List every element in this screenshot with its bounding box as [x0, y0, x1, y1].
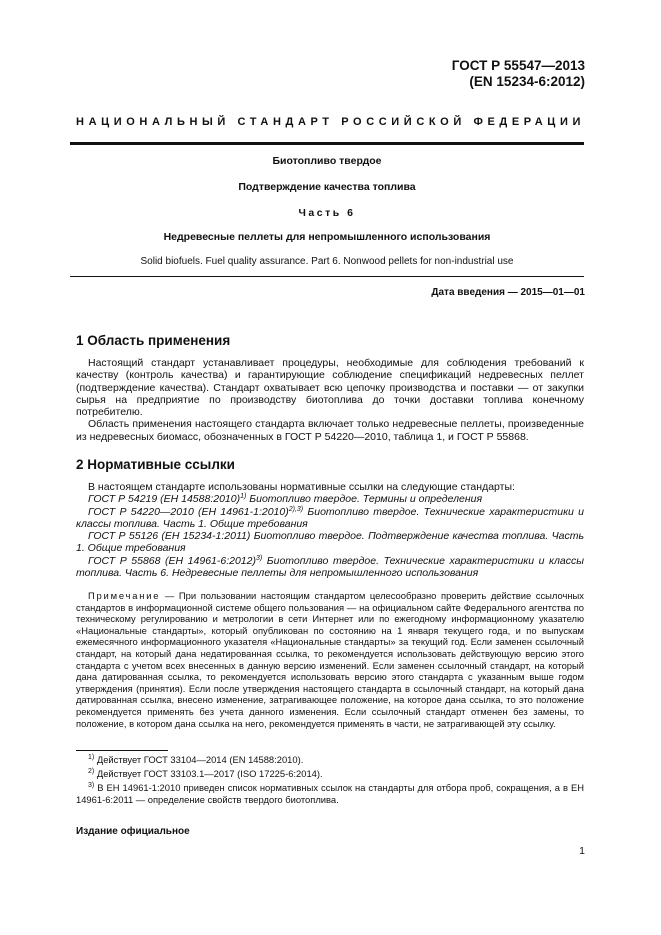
footnote-item: $^{2)}$ Действует ГОСТ 33103.1—2017 (ISO 17225-6:2014). — [88, 768, 323, 779]
title-line-2: Подтверждение качества топлива — [238, 181, 416, 193]
divider-thick — [70, 142, 584, 145]
page-number: 1 — [579, 845, 585, 857]
note-label: Примечание — [88, 590, 161, 601]
footnote-item: $^{1)}$ Действует ГОСТ 33104—2014 (EN 14588:2010). — [88, 754, 304, 765]
title-line-3: Недревесные пеллеты для непромышленного использования — [163, 231, 491, 243]
references-intro: В настоящем стандарте использованы нормативные ссылки на следующие стандарты: — [88, 481, 515, 493]
references-note — [76, 590, 584, 729]
section-1-body — [76, 357, 584, 443]
section-1-paragraph-2: Область применения настоящего стандарта включает только недревесные пеллеты, произведенные из недревесных биомасс, обозначенных в ГОСТ Р 54220—2010, таблица 1, и ГОСТ Р 55868. — [76, 418, 584, 443]
standard-number-block — [452, 58, 585, 90]
section-2-heading: 2 Нормативные ссылки — [76, 457, 235, 472]
standard-equivalent: (EN 15234-6:2012) — [469, 74, 585, 89]
reference-item: ГОСТ Р 54219 (ЕН 14588:2010)$^{1)}$ Биотопливо твердое. Термины и определения — [88, 493, 483, 506]
footnote-item: $^{3)}$ В ЕН 14961-1:2010 приведен список нормативных ссылок на стандарты для отбора проб, сокращения, а в ЕН 14961-6:2011 — определение свойств твердого биотоплива. — [76, 782, 584, 805]
section-1-heading: 1 Область применения — [76, 333, 231, 348]
footnotes — [76, 754, 584, 808]
reference-item: ГОСТ Р 54220—2010 (ЕН 14961-1:2010)$^{2),3)}$ Биотопливо твердое. Технические характеристики и классы топлива. Часть 1. Общие требования — [76, 505, 584, 530]
edition-label: Издание официальное — [76, 826, 190, 837]
section-2-body — [76, 481, 584, 579]
footnote-divider — [76, 750, 168, 751]
standard-number: ГОСТ Р 55547—2013 — [451, 58, 585, 73]
title-line-1: Биотопливо твердое — [272, 155, 382, 167]
divider-thin — [70, 276, 584, 277]
national-standard-banner: НАЦИОНАЛЬНЫЙ СТАНДАРТ РОССИЙСКОЙ ФЕДЕРАЦИИ — [76, 116, 585, 128]
title-part: Часть 6 — [298, 207, 356, 219]
reference-item: ГОСТ Р 55126 (ЕН 15234-1:2011) Биотопливо твердое. Подтверждение качества топлива. Часть 1. Общие требования — [76, 530, 584, 555]
section-1-paragraph-1: Настоящий стандарт устанавливает процедуры, необходимые для соблюдения требований к качеству (контроль качества) и гарантирующие соблюдение спецификаций недревесных пеллет (подтверждение качества). Стандарт охватывает всю цепочку производства и поставки — от закупки сырья на предприятие по производству биотоплива до точки доставки топлива конечному потребителю. — [76, 357, 584, 419]
note-text: — При пользовании настоящим стандартом целесообразно проверить действие ссылочных стандартов в информационной системе общего пользования — на официальном сайте Федерального агентства по техническому регулированию и метрологии в сети Интернет или по ежегодному информационному указателю «Национальные стандарты», который опубликован по состоянию на 1 января текущего года, и по выпускам ежемесячного информационного указателя «Национальные стандарты» за текущий год. Если заменен ссылочный стандарт, на который дана недатированная ссылка, то рекомендуется использовать действующую версию этого стандарта с учетом всех внесенных в данную версию изменений. Если заменен ссылочный стандарт, на который дана датированная ссылка, то рекомендуется использовать версию этого стандарта с указанным выше годом утверждения (принятия). Если после утверждения настоящего стандарта в ссылочный стандарт, на который дана датированная ссылка, внесено изменение, затрагивающее положение, на которое дана ссылка, то это положение рекомендуется применять без учета данного изменения. Если ссылочный стандарт отменен без замены, то положение, в котором дана ссылка на него, рекомендуется применять в части, не затрагивающей эту ссылку. — [76, 590, 584, 729]
introduction-date: Дата введения — 2015—01—01 — [431, 287, 585, 298]
reference-item: ГОСТ Р 55868 (ЕН 14961-6:2012)$^{3)}$ Биотопливо твердое. Технические характеристики и классы топлива. Часть 6. Недревесные пеллеты для непромышленного использования — [76, 554, 584, 580]
title-english: Solid biofuels. Fuel quality assurance. Part 6. Nonwood pellets for non-industrial use — [140, 256, 514, 267]
